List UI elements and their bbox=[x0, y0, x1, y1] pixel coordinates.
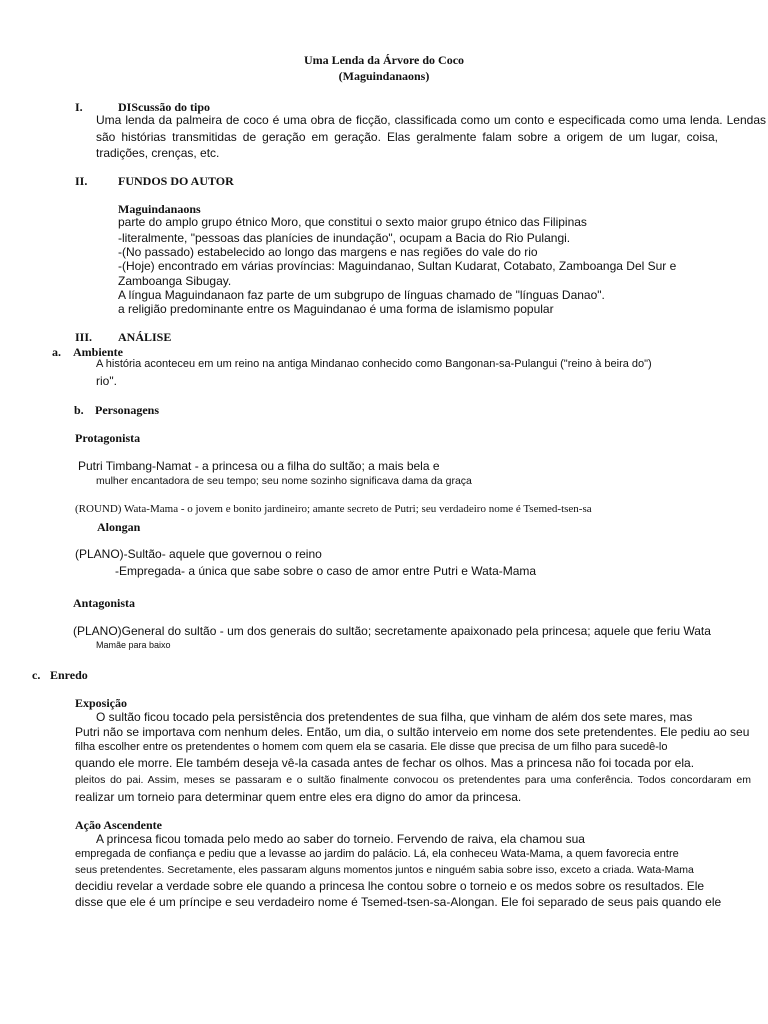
acao-text-line: seus pretendentes. Secretamente, eles passaram alguns momentos juntos e ninguém sabia sobre isso, exceto a criada. Wata-Mama bbox=[75, 864, 694, 876]
general-note: Mamãe para baixo bbox=[96, 640, 171, 650]
protagonista-heading: Protagonista bbox=[75, 431, 141, 445]
putri-line: Putri Timbang-Namat - a princesa ou a filha do sultão; a mais bela e bbox=[78, 459, 440, 473]
wata-mama-line: (ROUND) Wata-Mama - o jovem e bonito jardineiro; amante secreto de Putri; seu verdadeiro nome é Tsemed-tsen-sa bbox=[75, 503, 592, 515]
ambiente-heading: Ambiente bbox=[73, 345, 123, 359]
section-2-heading: FUNDOS DO AUTOR bbox=[118, 174, 234, 188]
exposicao-text-line: quando ele morre. Ele também deseja vê-la casada antes de fechar os olhos. Mas a princesa não foi tocada por ela. bbox=[75, 756, 695, 770]
exposicao-text-line: Putri não se importava com nenhum deles. Então, um dia, o sultão interveio em nome dos sete pretendentes. Ele pediu ao seu bbox=[75, 725, 750, 739]
antagonista-heading: Antagonista bbox=[73, 596, 136, 610]
enredo-label: c. bbox=[32, 668, 41, 682]
alongan-text: Alongan bbox=[97, 520, 141, 534]
section-2-text-line: -(Hoje) encontrado em várias províncias: Maguindanao, Sultan Kudarat, Cotabato, Zamboanga Del Sur e bbox=[118, 259, 677, 273]
personagens-label: b. bbox=[74, 403, 84, 417]
section-2-subheading: Maguindanaons bbox=[118, 202, 201, 216]
enredo-heading: Enredo bbox=[50, 668, 88, 682]
exposicao-heading: Exposição bbox=[75, 696, 128, 710]
section-2-numeral: II. bbox=[75, 174, 88, 188]
section-2-text-line: A língua Maguindanaon faz parte de um subgrupo de línguas chamado de "línguas Danao". bbox=[118, 288, 605, 302]
sultao-line: (PLANO)-Sultão- aquele que governou o reino bbox=[75, 547, 322, 561]
section-2-text-line: a religião predominante entre os Maguindanao é uma forma de islamismo popular bbox=[118, 302, 554, 316]
section-1-heading: DIScussão do tipo bbox=[118, 100, 211, 114]
section-3-heading: ANÁLISE bbox=[118, 330, 172, 344]
section-1-text-line: são histórias transmitidas de geração em geração. Elas geralmente falam sobre a origem de um lugar, coisa, bbox=[96, 130, 718, 144]
empregada-line: -Empregada- a única que sabe sobre o caso de amor entre Putri e Wata-Mama bbox=[115, 564, 537, 578]
acao-text-line: empregada de confiança e pediu que a levasse ao jardim do palácio. Lá, ela conheceu Wata-Mama, a quem favorecia entre bbox=[75, 848, 679, 860]
section-2-text-line: -(No passado) estabelecido ao longo das margens e nas regiões do vale do rio bbox=[118, 245, 538, 259]
exposicao-text-line: realizar um torneio para determinar quem entre eles era digno do amor da princesa. bbox=[75, 790, 522, 804]
exposicao-text-line: pleitos do pai. Assim, meses se passaram e o sultão finalmente convocou os pretendentes para uma conferência. Todos concordaram em bbox=[75, 774, 751, 786]
section-3-numeral: III. bbox=[75, 330, 93, 344]
acao-text-line: decidiu revelar a verdade sobre ele quando a princesa lhe contou sobre o torneio e os medos sobre os resultados. Ele bbox=[75, 879, 705, 893]
putri-line: mulher encantadora de seu tempo; seu nome sozinho significava dama da graça bbox=[96, 475, 472, 487]
document-subtitle: (Maguindanaons) bbox=[338, 69, 430, 83]
acao-text-line: A princesa ficou tomada pelo medo ao saber do torneio. Fervendo de raiva, ela chamou sua bbox=[96, 832, 585, 846]
personagens-heading: Personagens bbox=[95, 403, 159, 417]
section-1-text-line: tradições, crenças, etc. bbox=[96, 146, 220, 160]
section-2-text-line: parte do amplo grupo étnico Moro, que constitui o sexto maior grupo étnico das Filipinas bbox=[118, 215, 587, 229]
ambiente-text-line: A história aconteceu em um reino na antiga Mindanao conhecido como Bangonan-sa-Pulangui ("reino à beira do") bbox=[96, 358, 652, 370]
section-1-numeral: I. bbox=[75, 100, 83, 114]
exposicao-text-line: filha escolher entre os pretendentes o homem com quem ela se casaria. Ele disse que precisa de um filho para sucedê-lo bbox=[75, 741, 668, 753]
general-line: (PLANO)General do sultão - um dos generais do sultão; secretamente apaixonado pela princesa; aquele que feriu Wata bbox=[73, 624, 711, 638]
exposicao-text-line: O sultão ficou tocado pela persistência dos pretendentes de sua filha, que vinham de além dos sete mares, mas bbox=[96, 710, 693, 724]
acao-ascendente-heading: Ação Ascendente bbox=[75, 818, 162, 832]
acao-text-line: disse que ele é um príncipe e seu verdadeiro nome é Tsemed-tsen-sa-Alongan. Ele foi separado de seus pais quando ele bbox=[75, 895, 722, 909]
ambiente-text-line: rio". bbox=[96, 374, 117, 388]
section-1-text-line: Uma lenda da palmeira de coco é uma obra de ficção, classificada como um conto e especificada como uma lenda. Lendas bbox=[96, 113, 766, 127]
ambiente-label: a. bbox=[52, 345, 61, 359]
section-2-text-line: -literalmente, "pessoas das planícies de inundação", ocupam a Bacia do Rio Pulangi. bbox=[118, 231, 571, 245]
document-title: Uma Lenda da Árvore do Coco bbox=[303, 53, 465, 67]
section-2-text-line: Zamboanga Sibugay. bbox=[118, 274, 232, 288]
